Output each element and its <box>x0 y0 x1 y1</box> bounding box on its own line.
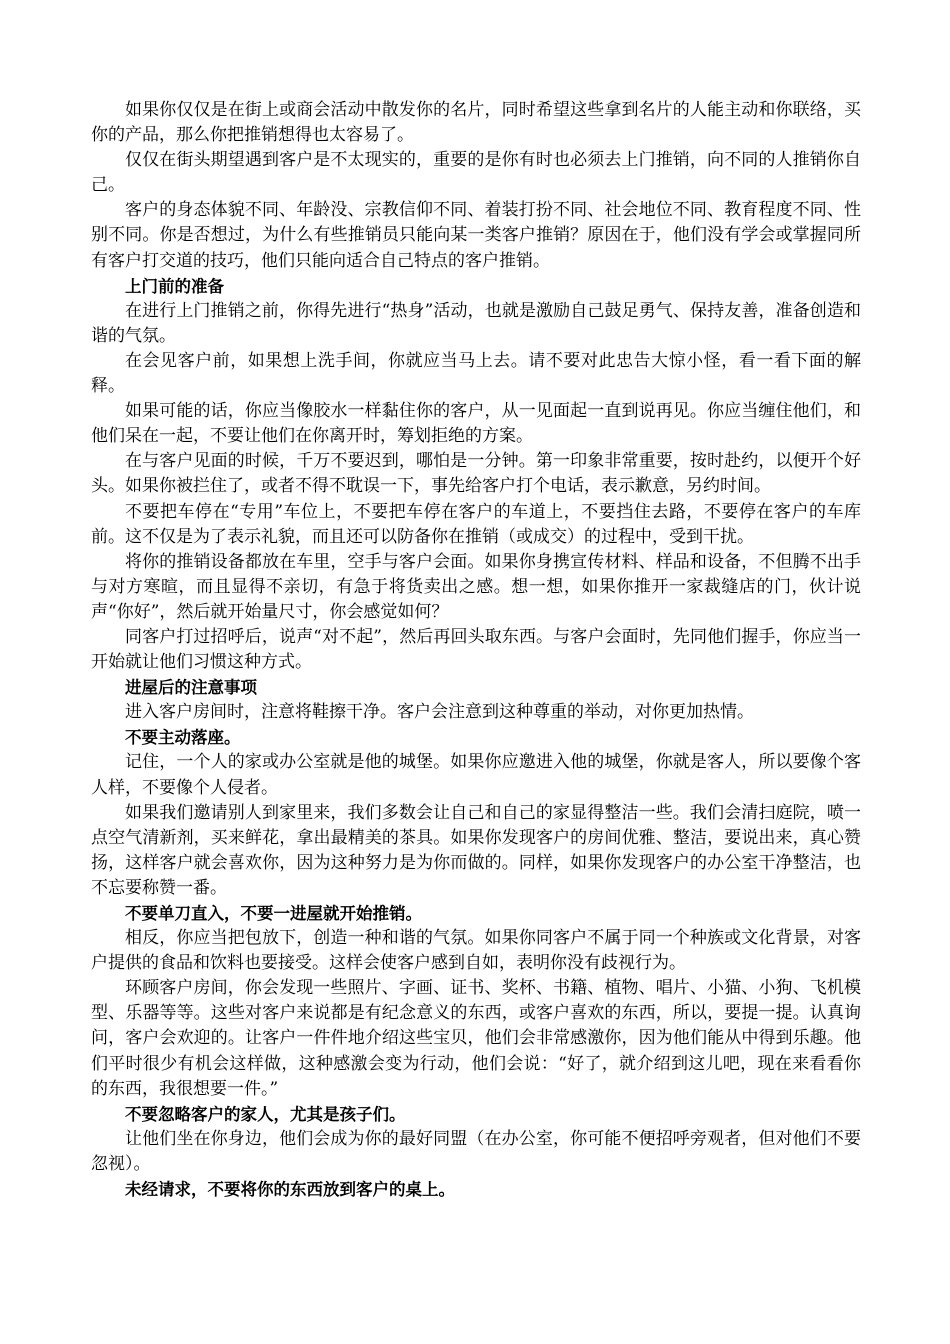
paragraph: 记住，一个人的家或办公室就是他的城堡。如果你应邀进入他的城堡，你就是客人，所以要像个客人样，不要像个人侵者。 <box>91 752 861 798</box>
paragraph: 仅仅在街头期望遇到客户是不太现实的，重要的是你有时也必须去上门推销，向不同的人推销你自己。 <box>91 150 861 196</box>
paragraph: 不要把车停在“专用”车位上，不要把车停在客户的车道上，不要挡住去路，不要停在客户的车库前。这不仅是为了表示礼貌，而且还可以防备你在推销（或成交）的过程中，受到干扰。 <box>91 501 861 547</box>
paragraph: 在进行上门推销之前，你得先进行“热身”活动，也就是激励自己鼓足勇气、保持友善，准备创造和谐的气氛。 <box>91 300 861 346</box>
bold-tip: 不要单刀直入，不要一进屋就开始推销。 <box>125 904 422 923</box>
paragraph: 在与客户见面的时候，千万不要迟到，哪怕是一分钟。第一印象非常重要，按时赴约，以便开个好头。如果你被拦住了，或者不得不耽误一下，事先给客户打个电话，表示歉意，另约时间。 <box>91 451 861 497</box>
bold-tip: 不要忽略客户的家人，尤其是孩子们。 <box>125 1104 406 1124</box>
bold-tip: 不要主动落座。 <box>125 728 241 748</box>
section-heading: 进屋后的注意事项 <box>125 678 257 698</box>
paragraph: 如果我们邀请别人到家里来，我们多数会让自己和自己的家显得整洁一些。我们会清扫庭院，喷一点空气清新剂，买来鲜花，拿出最精美的茶具。如果你发现客户的房间优雅、整洁，要说出来，真心赞扬，这样客户就会喜欢你，因为这种努力是为你而做的。同样，如果你发现客户的办公室干净整洁，也不忘要称赞一番。 <box>91 802 861 898</box>
paragraph: 在会见客户前，如果想上洗手间，你就应当马上去。请不要对此忠告大惊小怪，看一看下面的解释。 <box>91 350 861 397</box>
paragraph: 将你的推销设备都放在车里，空手与客户会面。如果你身携宣传材料、样品和设备，不但腾不出手与对方寒暄，而且显得不亲切，有急于将货卖出之感。想一想，如果你推开一家裁缝店的门，伙计说声“你好”，然后就开始量尺寸，你会感觉如何？ <box>91 551 861 622</box>
document-page <box>91 98 861 1202</box>
paragraph: 同客户打过招呼后，说声“对不起”，然后再回头取东西。与客户会面时，先同他们握手，你应当一开始就让他们习惯这种方式。 <box>91 626 861 673</box>
paragraph: 相反，你应当把包放下，创造一种和谐的气氛。如果你同客户不属于同一个种族或文化背景，对客户提供的食品和饮料也要接受。这样会使客户感到自如，表明你没有歧视行为。 <box>91 928 861 974</box>
bold-tip: 未经请求，不要将你的东西放到客户的桌上。 <box>125 1180 455 1200</box>
paragraph: 如果你仅仅是在街上或商会活动中散发你的名片，同时希望这些拿到名片的人能主动和你联络，买你的产品，那么你把推销想得也太容易了。 <box>91 100 861 146</box>
paragraph: 环顾客户房间，你会发现一些照片、字画、证书、奖杯、书籍、植物、唱片、小猫、小狗、飞机模型、乐器等等。这些对客户来说都是有纪念意义的东西，或客户喜欢的东西，所以，要提一提。认真询问，客户会欢迎的。让客户一件件地介绍这些宝贝，他们会非常感激你，因为他们能从中得到乐趣。他们平时很少有机会这样做，这种感激会变为行动，他们会说：“好了，就介绍到这儿吧，现在来看看你的东西，我很想要一件。” <box>91 978 861 1099</box>
paragraph: 进入客户房间时，注意将鞋擦干净。客户会注意到这种尊重的举动，对你更加热情。 <box>125 702 754 723</box>
paragraph: 如果可能的话，你应当像胶水一样黏住你的客户，从一见面起一直到说再见。你应当缠住他们，和他们呆在一起，不要让他们在你离开时，筹划拒绝的方案。 <box>91 401 861 447</box>
section-heading: 上门前的准备 <box>125 276 224 296</box>
paragraph: 让他们坐在你身边，他们会成为你的最好同盟（在办公室，你可能不便招呼旁观者，但对他们不要忽视）。 <box>91 1128 861 1174</box>
paragraph: 客户的身态体貌不同、年龄没、宗教信仰不同、着装打扮不同、社会地位不同、教育程度不同、性别不同。你是否想过，为什么有些推销员只能向某一类客户推销？原因在于，他们没有学会或掌握同所有客户打交道的技巧，他们只能向适合自己特点的客户推销。 <box>91 200 861 271</box>
